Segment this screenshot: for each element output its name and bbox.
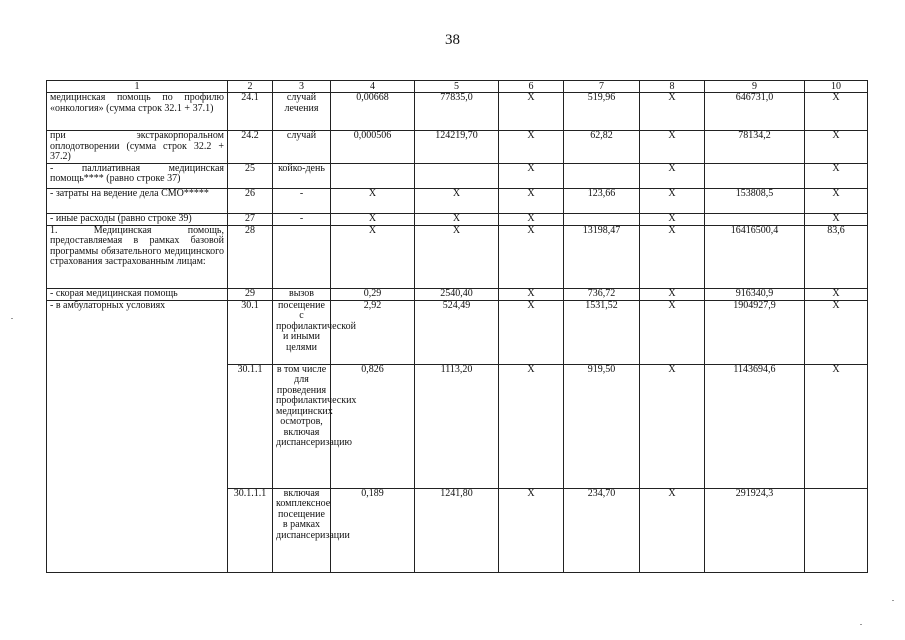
value-cell: 291924,3 (705, 488, 805, 572)
value-cell: Х (805, 131, 868, 164)
value-cell: 1531,52 (564, 300, 640, 364)
column-number: 7 (564, 81, 640, 93)
column-number: 5 (415, 81, 499, 93)
row-code: 24.2 (228, 131, 273, 164)
unit-cell: включая комплексное посещение в рамках диспансеризации (273, 488, 331, 572)
value-cell: 0,00668 (331, 93, 415, 131)
column-number: 9 (705, 81, 805, 93)
table-row (47, 131, 868, 164)
value-cell (705, 163, 805, 188)
value-cell: Х (640, 163, 705, 188)
value-cell: 83,6 (805, 225, 868, 288)
value-cell: 1241,80 (415, 488, 499, 572)
row-label: - затраты на ведение дела СМО***** (47, 188, 228, 213)
row-code: 24.1 (228, 93, 273, 131)
value-cell: Х (499, 300, 564, 364)
scan-speck (892, 600, 894, 601)
table-row (47, 188, 868, 213)
row-code: 25 (228, 163, 273, 188)
scan-speck (860, 624, 862, 625)
value-cell: Х (415, 213, 499, 225)
value-cell: 736,72 (564, 288, 640, 300)
value-cell: Х (331, 213, 415, 225)
value-cell: 124219,70 (415, 131, 499, 164)
unit-cell: в том числе для проведения профилактических медицинских осмотров, включая диспансеризацию (273, 364, 331, 488)
row-label: - иные расходы (равно строке 39) (47, 213, 228, 225)
value-cell: 0,189 (331, 488, 415, 572)
table-row (47, 288, 868, 300)
value-cell: Х (415, 188, 499, 213)
value-cell: 16416500,4 (705, 225, 805, 288)
value-cell: 519,96 (564, 93, 640, 131)
value-cell (331, 163, 415, 188)
row-label: - скорая медицинская помощь (47, 288, 228, 300)
value-cell: 123,66 (564, 188, 640, 213)
row-code: 30.1 (228, 300, 273, 364)
row-label: - паллиативная медицинская помощь**** (равно строке 37) (47, 163, 228, 188)
row-code: 26 (228, 188, 273, 213)
value-cell: 0,826 (331, 364, 415, 488)
column-number: 8 (640, 81, 705, 93)
column-number-row (47, 81, 868, 93)
row-code: 28 (228, 225, 273, 288)
value-cell: 2,92 (331, 300, 415, 364)
value-cell: Х (640, 131, 705, 164)
value-cell: 919,50 (564, 364, 640, 488)
value-cell: Х (499, 163, 564, 188)
value-cell: Х (415, 225, 499, 288)
unit-cell: - (273, 188, 331, 213)
value-cell: Х (640, 288, 705, 300)
value-cell: 524,49 (415, 300, 499, 364)
column-number: 1 (47, 81, 228, 93)
value-cell: 1904927,9 (705, 300, 805, 364)
column-number: 3 (273, 81, 331, 93)
value-cell: Х (805, 93, 868, 131)
value-cell (805, 488, 868, 572)
value-cell: 153808,5 (705, 188, 805, 213)
value-cell: 78134,2 (705, 131, 805, 164)
value-cell: 2540,40 (415, 288, 499, 300)
value-cell: Х (499, 488, 564, 572)
table-row (47, 163, 868, 188)
unit-cell: койко-день (273, 163, 331, 188)
value-cell: 916340,9 (705, 288, 805, 300)
value-cell: Х (640, 300, 705, 364)
value-cell: Х (640, 364, 705, 488)
value-cell: 0,29 (331, 288, 415, 300)
value-cell: Х (805, 288, 868, 300)
value-cell (564, 213, 640, 225)
row-code: 30.1.1.1 (228, 488, 273, 572)
table-row (47, 300, 868, 364)
row-label: медицинская помощь по профилю «онкология» (сумма строк 32.1 + 37.1) (47, 93, 228, 131)
table-row (47, 93, 868, 131)
value-cell: 0,000506 (331, 131, 415, 164)
value-cell: Х (499, 93, 564, 131)
value-cell: Х (805, 163, 868, 188)
value-cell (564, 163, 640, 188)
value-cell: 646731,0 (705, 93, 805, 131)
value-cell: 234,70 (564, 488, 640, 572)
unit-cell: случай лечения (273, 93, 331, 131)
value-cell: Х (640, 213, 705, 225)
unit-cell: посещение с профилактической и иными целями (273, 300, 331, 364)
value-cell: 77835,0 (415, 93, 499, 131)
unit-cell (273, 225, 331, 288)
value-cell: Х (499, 188, 564, 213)
column-number: 10 (805, 81, 868, 93)
value-cell: Х (640, 225, 705, 288)
value-cell: Х (805, 188, 868, 213)
column-number: 2 (228, 81, 273, 93)
row-code: 27 (228, 213, 273, 225)
value-cell: Х (499, 213, 564, 225)
data-table (46, 80, 868, 573)
value-cell: Х (805, 213, 868, 225)
value-cell: Х (640, 188, 705, 213)
value-cell: 13198,47 (564, 225, 640, 288)
column-number: 4 (331, 81, 415, 93)
value-cell: Х (331, 225, 415, 288)
page-number: 38 (445, 32, 460, 48)
table-row (47, 225, 868, 288)
value-cell (415, 163, 499, 188)
unit-cell: - (273, 213, 331, 225)
value-cell: 1113,20 (415, 364, 499, 488)
value-cell: Х (805, 364, 868, 488)
value-cell: Х (499, 364, 564, 488)
scan-speck (11, 318, 13, 319)
value-cell: Х (805, 300, 868, 364)
unit-cell: случай (273, 131, 331, 164)
row-label: - в амбулаторных условиях (47, 300, 228, 572)
value-cell (705, 213, 805, 225)
value-cell: 1143694,6 (705, 364, 805, 488)
row-label: 1. Медицинская помощь, предоставляемая в рамках базовой программы обязательного медицинского страхования застрахованным лицам: (47, 225, 228, 288)
value-cell: Х (499, 288, 564, 300)
row-code: 29 (228, 288, 273, 300)
row-code: 30.1.1 (228, 364, 273, 488)
unit-cell: вызов (273, 288, 331, 300)
table-row (47, 213, 868, 225)
value-cell: Х (640, 488, 705, 572)
value-cell: Х (331, 188, 415, 213)
value-cell: Х (499, 131, 564, 164)
row-label: при экстракорпоральном оплодотворении (сумма строк 32.2 + 37.2) (47, 131, 228, 164)
value-cell: 62,82 (564, 131, 640, 164)
value-cell: Х (640, 93, 705, 131)
column-number: 6 (499, 81, 564, 93)
value-cell: Х (499, 225, 564, 288)
